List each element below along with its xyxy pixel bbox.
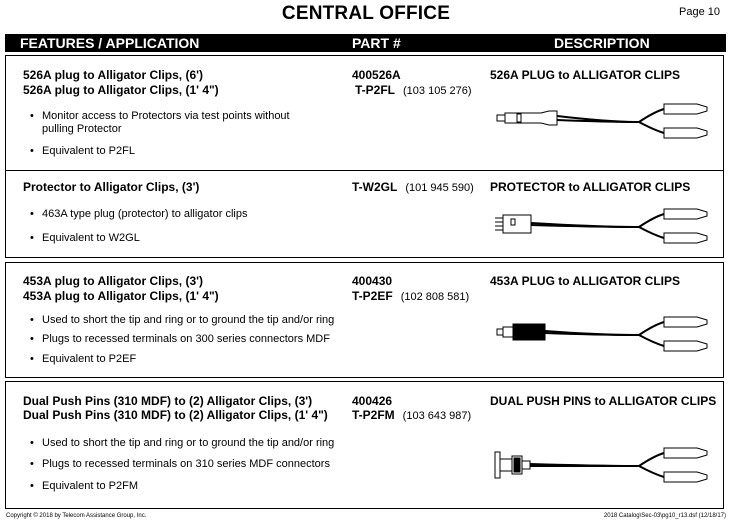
protector-plug-cable-icon [489, 203, 714, 251]
feature-title: 526A plug to Alligator Clips, (1' 4") [23, 83, 219, 97]
header-description: DESCRIPTION [554, 35, 650, 51]
part-number: 400526A [352, 68, 401, 82]
description-title: PROTECTOR to ALLIGATOR CLIPS [490, 180, 691, 194]
bullet-item: • Equivalent to W2GL [42, 232, 140, 245]
product-row [5, 381, 724, 509]
bullet-item: • Equivalent to P2FM [42, 480, 138, 493]
part-number: T-W2GL (101 945 590) [352, 180, 474, 194]
bullet-continuation: pulling Protector [42, 123, 122, 135]
dual-push-pin-cable-icon [489, 440, 714, 490]
page-title: CENTRAL OFFICE [281, 3, 451, 24]
bullet-item: • Used to short the tip and ring or to ground the tip and/or ring [42, 314, 334, 327]
bullet-item: • Plugs to recessed terminals on 300 series connectors MDF [42, 333, 330, 346]
copyright: Copyright © 2018 by Telecom Assistance Group, Inc. [6, 513, 147, 519]
description-title: DUAL PUSH PINS to ALLIGATOR CLIPS [490, 394, 717, 408]
product-row [5, 262, 724, 378]
feature-title: Dual Push Pins (310 MDF) to (2) Alligator Clips, (1' 4") [23, 408, 328, 422]
part-number: T-P2FL (103 105 276) [355, 83, 472, 97]
feature-title: 526A plug to Alligator Clips, (6') [23, 68, 203, 82]
header-part: PART # [352, 35, 401, 51]
bullet-item: • 463A type plug (protector) to alligator clips [42, 208, 247, 221]
part-number: 400426 [352, 394, 393, 408]
bullet-item: • Monitor access to Protectors via test points without [42, 110, 290, 123]
part-number: T-P2FM (103 643 987) [352, 408, 472, 422]
description-title: 453A PLUG to ALLIGATOR CLIPS [490, 274, 681, 288]
page-number: Page 10 [679, 6, 720, 18]
table-header [5, 34, 726, 52]
product-row [5, 55, 724, 171]
file-reference: 2018 Catalog\Sec-03\pg10_r13.dsf (12/18/17) [603, 513, 726, 519]
bullet-item: • Plugs to recessed terminals on 310 series MDF connectors [42, 458, 330, 471]
header-features: FEATURES / APPLICATION [20, 35, 200, 51]
bullet-item: • Equivalent to P2FL [42, 145, 135, 158]
feature-title: Dual Push Pins (310 MDF) to (2) Alligator Clips, (3') [23, 394, 313, 408]
feature-title: Protector to Alligator Clips, (3') [23, 180, 200, 194]
feature-title: 453A plug to Alligator Clips, (3') [23, 274, 203, 288]
feature-title: 453A plug to Alligator Clips, (1' 4") [23, 289, 219, 303]
description-title: 526A PLUG to ALLIGATOR CLIPS [490, 68, 681, 82]
product-row [5, 170, 724, 258]
part-number: 400430 [352, 274, 393, 288]
453a-plug-cable-icon [489, 309, 714, 357]
part-number: T-P2EF (102 808 581) [352, 289, 470, 303]
bullet-item: • Equivalent to P2EF [42, 353, 136, 366]
bullet-item: • Used to short the tip and ring or to ground the tip and/or ring [42, 437, 334, 450]
526a-plug-cable-icon [489, 96, 714, 146]
